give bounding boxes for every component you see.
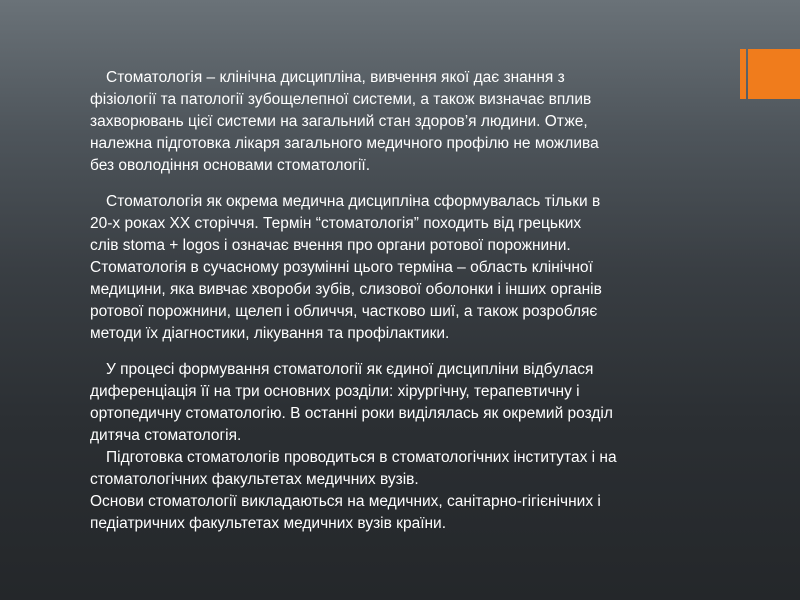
text-line: медицини, яка вивчає хвороби зубів, слизової оболонки і інших органів	[90, 281, 602, 298]
paragraph-3	[90, 359, 730, 447]
text-line: слів stoma + logos і означає вчення про органи ротової порожнини.	[90, 237, 571, 254]
text-line: ротової порожнини, щелеп і обличчя, частково шиї, а також розробляє	[90, 303, 598, 320]
text-line: ортопедичну стоматологію. В останні роки виділялась як окремий розділ	[90, 405, 613, 422]
slide-body	[90, 67, 730, 535]
text-line: методи їх діагностики, лікування та профілактики.	[90, 325, 450, 342]
text-line: фізіології та патології зубощелепної системи, а також визначає вплив	[90, 91, 592, 108]
accent-bar-1	[740, 49, 746, 99]
paragraph-1	[90, 67, 730, 177]
text-line: педіатричних факультетах медичних вузів країни.	[90, 515, 447, 532]
paragraph-2	[90, 191, 730, 345]
text-line: Підготовка стоматологів проводиться в стоматологічних інститутах і на	[106, 449, 617, 466]
text-line: Основи стоматології викладаються на медичних, санітарно-гігієнічних і	[90, 493, 601, 510]
paragraph-5	[90, 491, 730, 535]
text-line: диференціація її на три основних розділи: хірургічну, терапевтичну і	[90, 383, 580, 400]
text-line: 20-х роках ХХ сторіччя. Термін “стоматологія” походить від грецьких	[90, 215, 582, 232]
text-line: дитяча стоматологія.	[90, 427, 242, 444]
text-line: У процесі формування стоматології як єдиної дисципліни відбулася	[106, 361, 594, 378]
text-line: Стоматологія в сучасному розумінні цього терміна – область клінічної	[90, 259, 593, 276]
accent-block	[752, 49, 800, 99]
text-line: Стоматологія як окрема медична дисципліна сформувалась тільки в	[106, 193, 601, 210]
text-line: захворювань цієї системи на загальний стан здоров’я людини. Отже,	[90, 113, 588, 130]
paragraph-4	[90, 447, 730, 491]
text-line: без оволодіння основами стоматології.	[90, 157, 370, 174]
text-line: Стоматологія – клінічна дисципліна, вивчення якої дає знання з	[106, 69, 565, 86]
text-line: стоматологічних факультетах медичних вузів.	[90, 471, 419, 488]
text-line: належна підготовка лікаря загального медичного профілю не можлива	[90, 135, 599, 152]
